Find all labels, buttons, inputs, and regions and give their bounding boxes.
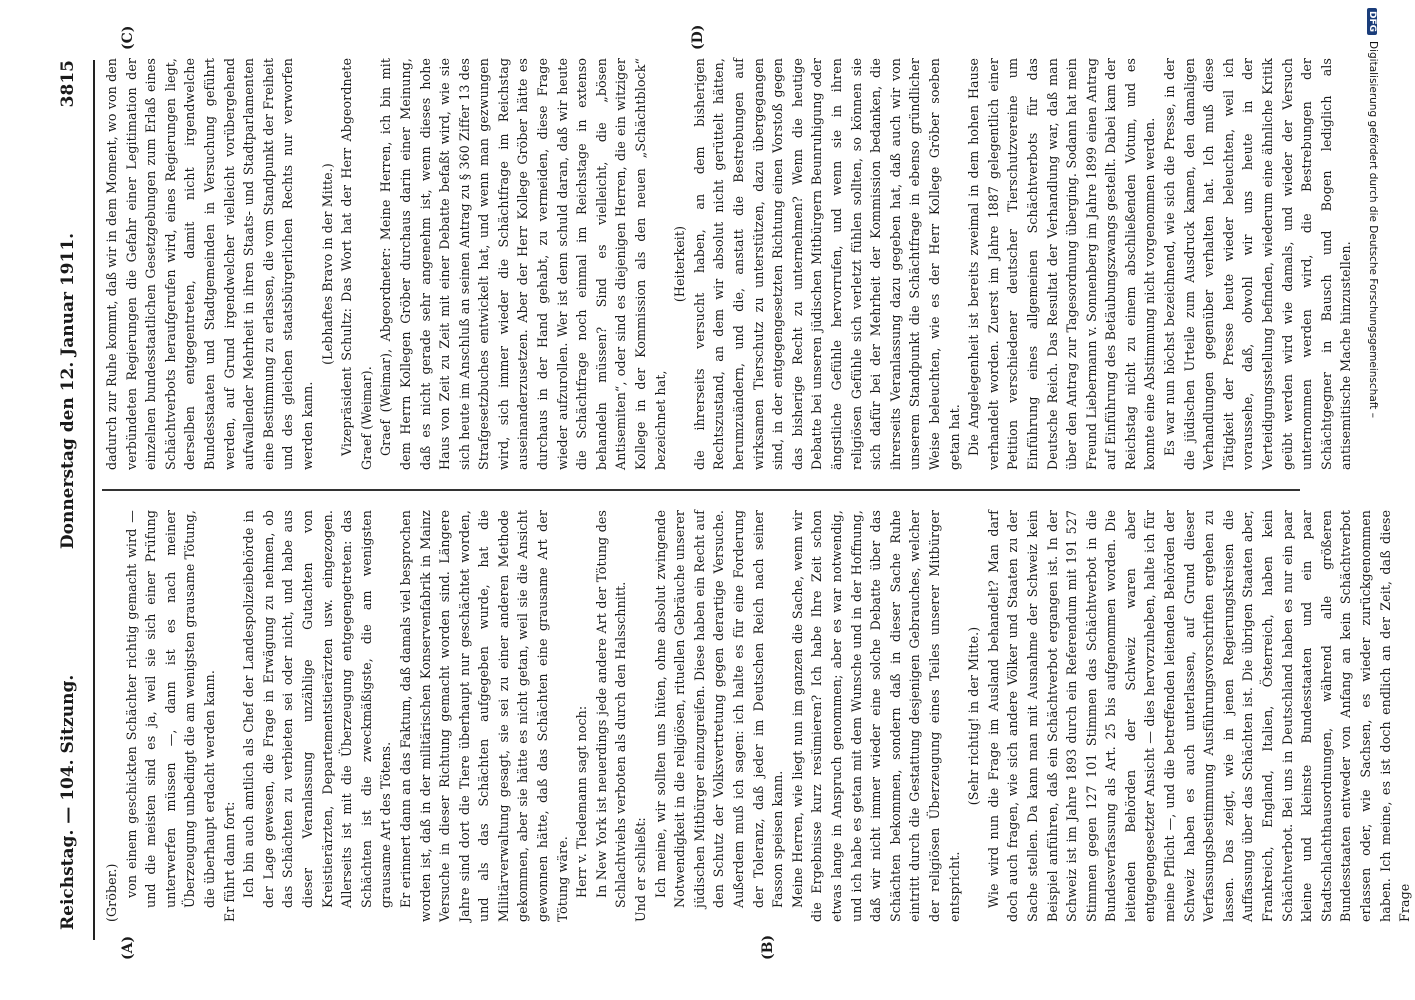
paragraph: die ihrerseits versucht haben, an dem bisherigen Rechtszustand, an dem wir absolut nicht gerüttelt hätten, herumzuändern, und die, anstatt die Bestrebungen auf wirksamen Tierschutz zu unterstützen, dazu übergegangen sind, in der entgegengesetzten Richtung einen Vorstoß gegen das bisherige Recht zu unternehmen? Wenn die heutige Debatte bei unseren jüdischen Mitbürgern Beunruhigung oder ängstliche Gefühle hervorrufen, und wenn sie in ihren religiösen Gefühle sich verletzt fühlen sollten, so können sie sich dafür bei der Mehrheit der Kommission bedanken, die ihrerseits Veranlassung dazu gegeben hat, daß auch wir von unserem Standpunkt die Schächtfrage in ebenso gründlicher Weise beleuchten, wie es der Herr Kollege Gröber soeben getan hat. <box>691 58 962 470</box>
paragraph: Vizepräsident Schultz: Das Wort hat der Herr Abgeordnete Graef (Weimar). <box>339 58 374 470</box>
header-rule <box>93 60 95 940</box>
interjection: (Heiterkeit) <box>672 225 688 303</box>
margin-marker-c: (C) <box>120 25 136 50</box>
interjection: (Lebhaftes Bravo in der Mitte.) <box>319 163 335 365</box>
interjection: (Sehr richtig! in der Mitte.) <box>966 626 982 806</box>
paragraph: Herr v. Tiedemann sagt noch: <box>574 705 590 898</box>
header-center: Donnerstag den 12. Januar 1911. <box>58 232 78 550</box>
digitization-notice <box>1365 8 1381 908</box>
paragraph: Es war nun höchst bezeichnend, wie sich die Presse, in der die jüdischen Urteile zum Ausdruck kamen, den damaligen Verhandlungen gegenüber verhalten hat. Ich muß diese Tätigkeit der Presse heute wieder beleuchten, weil ich voraussehe, daß, obwohl wir uns heute in der Verteidigungsstellung befinden, wiederum eine ähnliche Kritik geübt werden wird wie damals, und wieder der Versuch unternommen werden wird, die Bestrebungen der Schächtgegner in Bausch und Bogen lediglich als antisemitische Mache hinzustellen. <box>1162 58 1354 470</box>
digitization-text: Digitalisierung gefördert durch die Deutsche Forschungsgemeinschaft – <box>1367 41 1379 418</box>
paragraph: dadurch zur Ruhe kommt, daß wir in dem Moment, wo von den verbündeten Regierungen die Gefahr einer Legitimation der einzelnen bundesstaatlichen Gesetzgebungen zum Erlaß eines Schächtverbots heraufgerufen wird, eines Regierungen liegt, derselben entgegentreten, damit nicht irgendwelche Bundesstaaten und Stadtgemeinden in Versuchung geführt werden, auf Grund irgendwelcher vielleicht vorübergehend aufwallender Mehrheit in ihren Staats- und Stadtparlamenten eine Bestimmung zu erlassen, die vom Standpunkt der Freiheit und des gleichen staatsbürgerlichen Rechts nur verworfen werden kann. <box>104 58 315 470</box>
page-header <box>58 60 86 930</box>
left-column <box>102 510 1413 922</box>
paragraph: Die Angelegenheit ist bereits zweimal in dem hohen Hause verhandelt worden. Zuerst im Jahre 1887 gelegentlich einer Petition verschiedener deutscher Tierschutzvereine um Einführung eines allgemeinen Schächtverbots für das Deutsche Reich. Das Resultat der Verhandlung war, daß man über den Antrag zur Tagesordnung überging. Sodann hat mein Freund Liebermann v. Sonnenberg im Jahre 1899 einen Antrag auf Einführung des Betäubungszwangs gestellt. Dabei kam der Reichstag nicht zu einem abschließenden Votum, und es konnte eine Abstimmung nicht vorgenommen werden. <box>966 58 1158 470</box>
paragraph: Und er schließt: <box>633 817 649 922</box>
paragraph: Meine Herren, wie liegt nun im ganzen die Sache, wenn wir die Ergebnisse kurz resümieren? Ich habe Ihre Zeit schon etwas lange in Anspruch genommen; aber es war notwendig, und ich habe es getan mit dem Wunsche und in der Hoffnung, daß wir nicht immer wieder eine solche Debatte über das Schächten bekommen, sondern daß in dieser Sache Ruhe eintritt durch die Gestattung desjenigen Gebrauches, welcher der religiösen Überzeugung eines Teiles unserer Mitbürger entspricht. <box>789 510 962 922</box>
paragraph: Ich bin auch amtlich als Chef der Landespolizeibehörde in der Lage gewesen, die Frage in Erwägung zu nehmen, ob das Schächten zu verbieten sei oder nicht, und habe aus dieser Veranlassung unzählige Gutachten von Kreistierärzten, Departementstierärzten usw. eingezogen. Allerseits ist mit die Überzeugung entgegengetreten: das Schächten ist die zweckmäßigste, die am wenigsten grausame Art des Tötens. <box>241 510 394 908</box>
margin-marker-a: (A) <box>120 935 136 960</box>
right-column <box>102 58 1354 470</box>
paragraph: Ich meine, wir sollten uns hüten, ohne absolut zwingende Notwendigkeit in die religiösen, rituellen Gebräuche unserer jüdischen Mitbürger einzugreifen. Diese haben ein Recht auf den Schutz der Volksvertretung gegen derartige Versuche. Außerdem muß ich sagen: ich halte es für eine Forderung der Toleranz, daß jeder im Deutschen Reich nach seiner Fasson speisen kann. <box>652 510 786 908</box>
paragraph: Graef (Weimar), Abgeordneter: Meine Herren, ich bin mit dem Herrn Kollegen Gröber durchaus darin einer Meinung, daß es nicht gerade sehr angenehm ist, wenn dieses hohe Haus von Zeit zu Zeit mit einer Debatte befaßt wird, wie sie sich heute im Anschluß an seinen Antrag zu § 360 Ziffer 13 des Strafgesetzbuches entwickelt hat, und wenn man gezwungen wird, sich immer wieder die Schächtfrage im Reichstag auseinanderzusetzen. Aber der Herr Kollege Gröber hätte es durchaus in der Hand gehabt, zu vermeiden, diese Frage wieder aufzurollen. Wer ist denn schuld daran, daß wir heute die Schächtfrage noch einmal im Reichstage in extenso behandeln müssen? Sind es vielleicht, die „bösen Antisemiten“, oder sind es diejenigen Herren, die ein witziger Kollege in der Kommission als den neuen „Schächtblock“ bezeichnet hat, <box>378 58 668 470</box>
column-divider <box>102 490 1300 492</box>
header-left: Reichstag. — 104. Sitzung. <box>58 674 78 930</box>
margin-marker-b: (B) <box>760 934 776 960</box>
paragraph: von einem geschickten Schächter richtig gemacht wird — und die meisten sind es ja, weil sie sich einer Prüfung unterwerfen müssen —, dann ist es nach meiner Überzeugung unbedingt die am wenigsten grausame Tötung, die überhaupt erdacht werden kann. <box>123 510 217 908</box>
margin-marker-d: (D) <box>690 24 706 50</box>
page-number: 3815 <box>58 60 78 108</box>
paragraph: Wie wird nun die Frage im Ausland behandelt? Man darf doch auch fragen, wie sich andere Völker und Staaten zu der Sache stellen. Da kann man mit Ausnahme der Schweiz kein Beispiel anführen, daß ein Schächtverbot ergangen ist. In der Schweiz ist im Jahre 1893 durch ein Referendum mit 191 527 Stimmen gegen 127 101 Stimmen das Schächtverbot in die Bundesverfassung als Art. 25 bis aufgenommen worden. Die leitenden Behörden der Schweiz waren aber entgegengesetzter Ansicht — dies hervorzuheben, halte ich für meine Pflicht —, und die betreffenden leitenden Behörden der Schweiz haben es auch unterlassen, auf Grund dieser Verfassungsbestimmung Ausführungsvorschriften ergehen zu lassen. Das zeigt, wie in jenen Regierungskreisen die Auffassung über das Schächten ist. Die übrigen Staaten aber, Frankreich, England, Italien, Österreich, haben kein Schächtverbot. Bei uns in Deutschland haben es nur ein paar kleine und kleinste Bundesstaaten und ein paar Stadtschlachthausordnungen, während alle größeren Bundesstaaten entweder von Anfang an kein Schächtverbot erlassen oder, wie Sachsen, es wieder zurückgenommen haben. Ich meine, es ist doch endlich an der Zeit, daß diese Frage <box>985 510 1413 922</box>
paragraph: In New York ist neuerdings jede andere Art der Tötung des Schlachtviehs verboten als durch den Halsschnitt. <box>593 510 629 908</box>
paragraph: Er erinnert dann an das Faktum, daß damals viel besprochen worden ist, daß in der militärischen Konservenfabrik in Mainz Versuche in dieser Richtung gemacht worden sind. Längere Jahre sind dort die Tiere überhaupt nur geschächtet worden, und als das Schächten aufgegeben wurde, hat die Militärverwaltung gesagt, sie sei zu einer anderen Methode gekommen, aber sie hätte es nicht getan, weil sie die Ansicht gewonnen hätte, daß das Schächten eine grausame Art der Tötung wäre. <box>397 510 570 922</box>
speaker-tag: (Gröber.) <box>104 863 119 922</box>
paragraph: Er führt dann fort: <box>221 801 237 922</box>
dfg-logo: DFG <box>1367 8 1377 35</box>
